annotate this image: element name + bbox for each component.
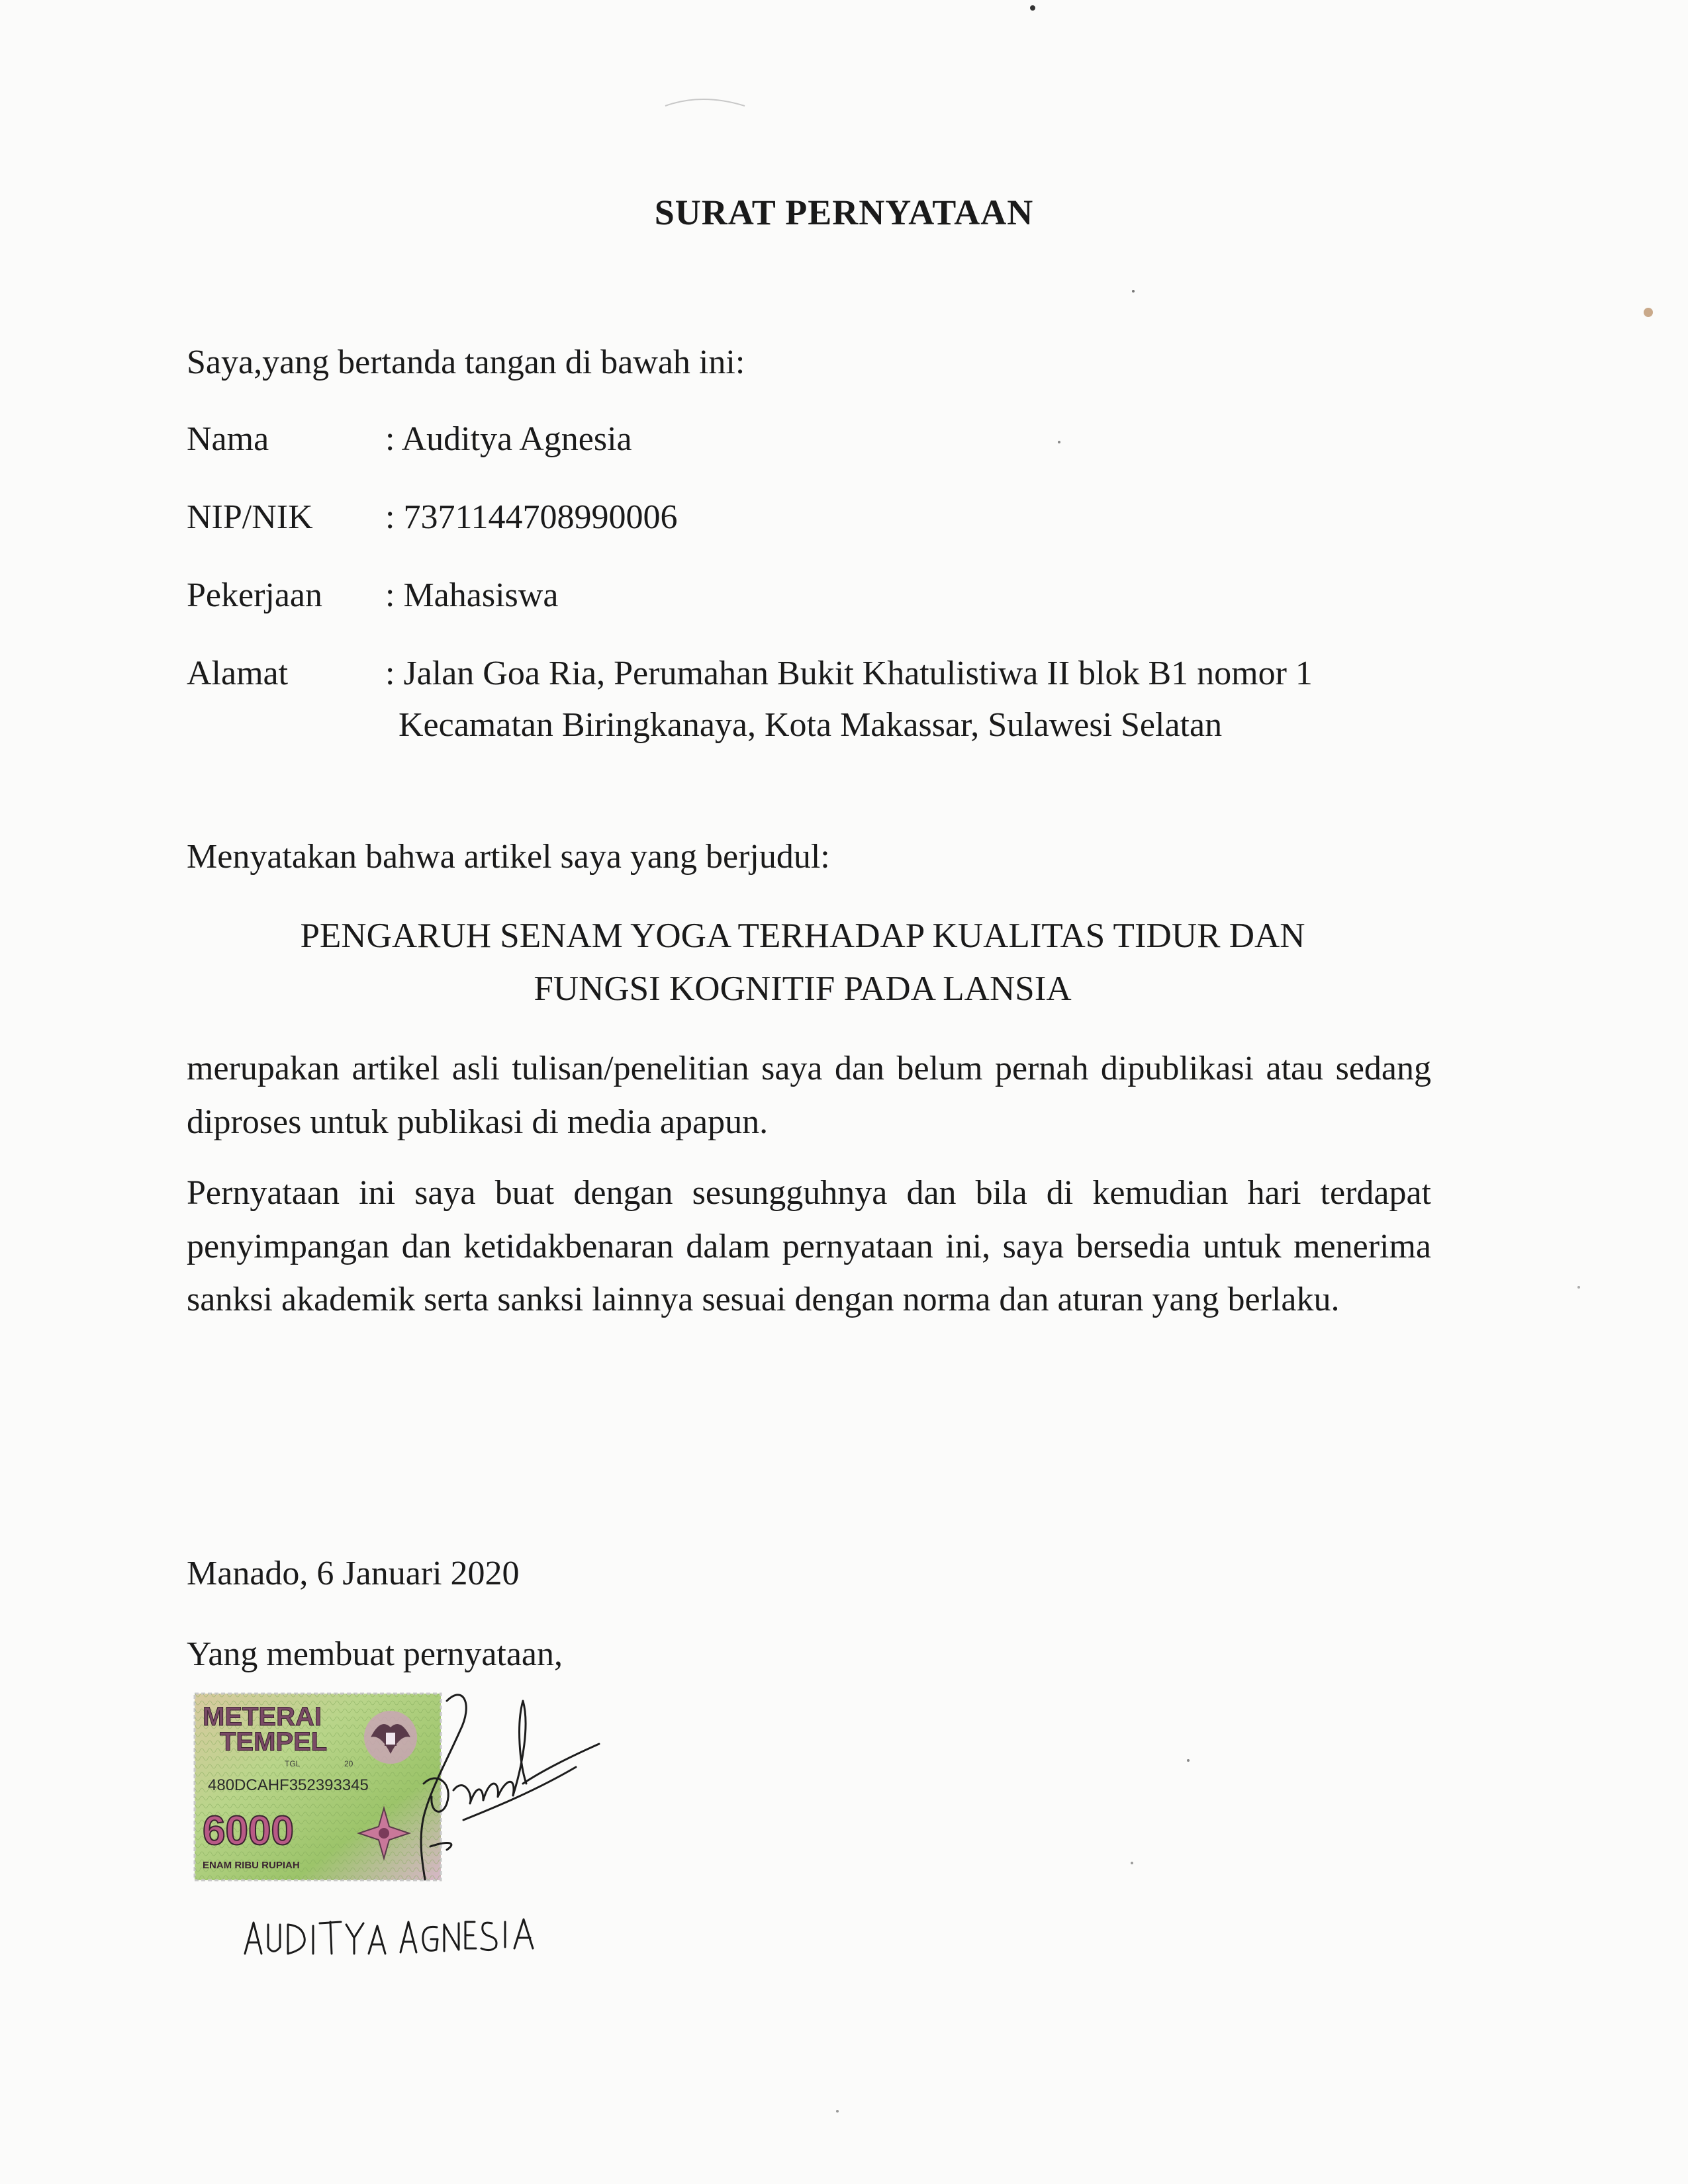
field-row-alamat <box>187 654 1313 694</box>
article-title-line2: FUNGSI KOGNITIF PADA LANSIA <box>534 969 1072 1008</box>
signature-stroke <box>513 1701 526 1796</box>
field-label: Pekerjaan <box>187 576 323 614</box>
signature-stroke <box>430 1843 451 1850</box>
field-value: : 7371144708990006 <box>385 498 678 536</box>
maker-label: Yang membuat pernyataan, <box>187 1635 563 1673</box>
stamp-num20: 20 <box>344 1759 353 1768</box>
handwritten-name <box>242 1906 546 1966</box>
signature-stroke <box>483 1782 514 1800</box>
signature-stroke <box>453 1786 483 1803</box>
field-row-nama <box>187 420 632 459</box>
stamp-line1: METERAI <box>203 1702 322 1731</box>
article-title-line1: PENGARUH SENAM YOGA TERHADAP KUALITAS TIDUR DAN <box>300 917 1305 955</box>
field-value: : Mahasiswa <box>385 576 559 614</box>
intro-text: Saya,yang bertanda tangan di bawah ini: <box>187 343 745 381</box>
stamp-amount-words: ENAM RIBU RUPIAH <box>203 1860 300 1871</box>
field-row-nip <box>187 498 678 537</box>
declaration-intro: Menyatakan bahwa artikel saya yang berjudul: <box>187 838 830 876</box>
article-title <box>0 910 1605 1015</box>
document-title: SURAT PERNYATAAN <box>654 193 1034 232</box>
stamp-serial: 480DCAHF352393345 <box>208 1776 369 1794</box>
stamp-line2: TEMPEL <box>220 1727 328 1756</box>
field-row-pekerjaan <box>187 576 558 615</box>
field-value: : Jalan Goa Ria, Perumahan Bukit Khatulistiwa II blok B1 nomor 1 <box>385 655 1313 692</box>
paragraph-originality: merupakan artikel asli tulisan/penelitian saya dan belum pernah dipublikasi atau sedang diproses untuk publikasi di media apapun. <box>187 1050 1431 1141</box>
field-value: : Auditya Agnesia <box>385 420 632 458</box>
field-label: Alamat <box>187 655 289 692</box>
field-label: NIP/NIK <box>187 498 313 536</box>
stamp-amount: 6000 <box>203 1808 294 1854</box>
address-line-2: Kecamatan Biringkanaya, Kota Makassar, Sulawesi Selatan <box>399 706 1223 744</box>
signature-stroke <box>421 1695 466 1880</box>
stamp-tgl: TGL <box>285 1759 301 1768</box>
place-date: Manado, 6 Januari 2020 <box>187 1555 520 1592</box>
paragraph-statement: Pernyataan ini saya buat dengan sesungguhnya dan bila di kemudian hari terdapat penyimpangan dan ketidakbenaran dalam pernyataan ini, saya bersedia untuk menerima sanksi akademik serta sanksi lainnya sesuai dengan norma dan aturan yang berlaku. <box>187 1174 1431 1319</box>
signature-scribble <box>384 1684 602 1883</box>
field-label: Nama <box>187 420 269 458</box>
signature-stroke <box>523 1744 599 1784</box>
